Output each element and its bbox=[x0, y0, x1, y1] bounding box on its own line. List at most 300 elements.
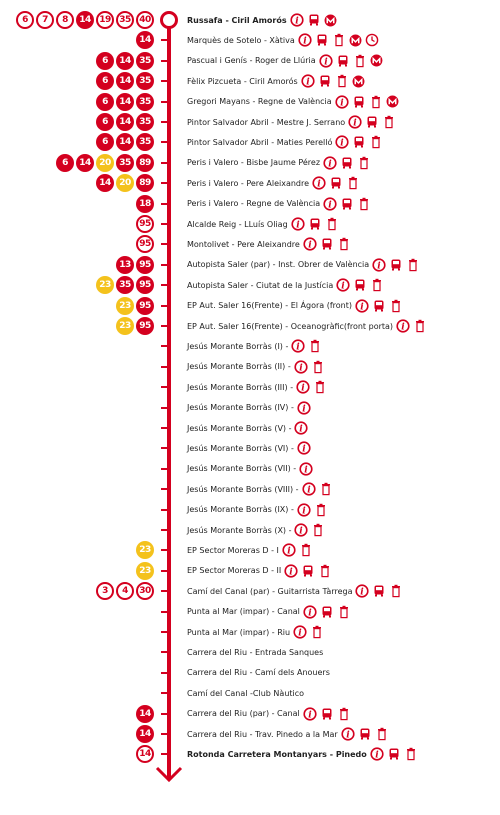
bus-icon bbox=[352, 95, 366, 109]
line-badge[interactable]: 14 bbox=[136, 725, 154, 743]
stop-name[interactable]: Camí del Canal (par) - Guitarrista Tàrrega bbox=[187, 586, 353, 596]
stop-label bbox=[187, 234, 354, 254]
info-icon[interactable] bbox=[323, 197, 337, 211]
line-badge[interactable]: 35 bbox=[136, 72, 154, 90]
stop-row bbox=[0, 418, 500, 438]
stop-tick bbox=[161, 325, 169, 327]
stop-name[interactable]: Carrera del Riu (par) - Canal bbox=[187, 709, 300, 719]
stop-name[interactable]: Jesús Morante Borràs (II) - bbox=[187, 362, 291, 372]
line-badge[interactable]: 3 bbox=[96, 582, 114, 600]
stop-label bbox=[187, 581, 406, 601]
line-badges bbox=[136, 31, 154, 49]
line-badges bbox=[96, 72, 154, 90]
svg-text:i: i bbox=[353, 118, 357, 129]
stop-tick bbox=[161, 182, 169, 184]
stop-name[interactable]: Jesús Morante Borràs (IV) - bbox=[187, 403, 294, 413]
stop-name[interactable]: Carrera del Riu - Camí dels Anouers bbox=[187, 668, 330, 678]
stop-name[interactable]: EP Aut. Saler 16(Frente) - El Ágora (front) bbox=[187, 301, 352, 311]
svg-text:i: i bbox=[401, 322, 405, 333]
line-badges bbox=[16, 11, 154, 29]
stop-tick bbox=[161, 203, 169, 205]
stop-tick bbox=[161, 264, 169, 266]
stop-tick bbox=[161, 590, 169, 592]
stop-label bbox=[187, 622, 327, 642]
bin-icon bbox=[311, 523, 325, 537]
line-badges bbox=[136, 235, 154, 253]
line-badge[interactable]: 14 bbox=[136, 31, 154, 49]
info-icon[interactable] bbox=[372, 258, 386, 272]
stop-row bbox=[0, 744, 500, 764]
info-icon[interactable] bbox=[396, 319, 410, 333]
line-badges bbox=[136, 562, 154, 580]
metro-icon bbox=[386, 95, 399, 108]
line-badge[interactable]: 14 bbox=[76, 154, 94, 172]
info-icon[interactable] bbox=[303, 605, 317, 619]
svg-text:i: i bbox=[377, 261, 381, 272]
svg-text:i: i bbox=[302, 404, 306, 415]
info-icon[interactable] bbox=[335, 95, 349, 109]
line-badge[interactable]: 6 bbox=[96, 72, 114, 90]
stop-name[interactable]: Jesús Morante Borràs (IX) - bbox=[187, 505, 294, 515]
stop-name[interactable]: EP Sector Moreras D - II bbox=[187, 566, 282, 576]
line-badge[interactable]: 95 bbox=[136, 215, 154, 233]
stop-tick bbox=[161, 162, 169, 164]
stop-name[interactable]: EP Sector Moreras D - I bbox=[187, 545, 279, 555]
stop-label bbox=[187, 459, 316, 479]
stop-label bbox=[187, 744, 421, 764]
info-icon[interactable] bbox=[298, 33, 312, 47]
bin-icon bbox=[406, 258, 420, 272]
line-badge[interactable]: 35 bbox=[136, 113, 154, 131]
bin-icon bbox=[404, 747, 418, 761]
bus-icon bbox=[329, 176, 343, 190]
stop-label bbox=[187, 153, 374, 173]
info-icon[interactable] bbox=[303, 237, 317, 251]
svg-text:i: i bbox=[360, 302, 364, 313]
line-badge[interactable]: 23 bbox=[96, 276, 114, 294]
line-badge[interactable]: 35 bbox=[136, 133, 154, 151]
stop-row bbox=[0, 602, 500, 622]
svg-text:i: i bbox=[308, 710, 312, 721]
info-icon[interactable] bbox=[370, 747, 384, 761]
info-icon[interactable] bbox=[290, 13, 304, 27]
stop-label bbox=[187, 724, 392, 744]
info-icon[interactable] bbox=[319, 54, 333, 68]
stop-tick bbox=[161, 366, 169, 368]
svg-text:i: i bbox=[308, 608, 312, 619]
line-badge[interactable]: 35 bbox=[136, 93, 154, 111]
bin-icon bbox=[346, 176, 360, 190]
stop-name[interactable]: Autopista Saler (par) - Inst. Obrer de València bbox=[187, 260, 370, 270]
stop-name[interactable]: Russafa - Ciril Amorós bbox=[187, 15, 287, 25]
info-icon[interactable] bbox=[323, 156, 337, 170]
svg-text:i: i bbox=[345, 730, 350, 741]
line-badge[interactable]: 6 bbox=[16, 11, 34, 29]
bus-icon bbox=[353, 278, 367, 292]
bus-icon bbox=[320, 237, 334, 251]
stop-row bbox=[0, 520, 500, 540]
info-icon[interactable] bbox=[355, 299, 369, 313]
info-icon[interactable] bbox=[348, 115, 362, 129]
bin-icon bbox=[382, 115, 396, 129]
metro-icon bbox=[349, 34, 362, 47]
stop-tick bbox=[161, 427, 169, 429]
line-badge[interactable]: 35 bbox=[116, 154, 134, 172]
line-badge[interactable]: 89 bbox=[136, 154, 154, 172]
line-badge[interactable]: 14 bbox=[116, 113, 134, 131]
stop-label bbox=[187, 540, 316, 560]
stop-row bbox=[0, 30, 500, 50]
info-icon[interactable] bbox=[294, 523, 308, 537]
line-badge[interactable]: 35 bbox=[116, 276, 134, 294]
stop-row bbox=[0, 71, 500, 91]
svg-text:i: i bbox=[295, 220, 300, 231]
bus-icon bbox=[358, 727, 372, 741]
info-icon[interactable] bbox=[291, 217, 305, 231]
line-badge[interactable]: 95 bbox=[136, 276, 154, 294]
info-icon[interactable] bbox=[293, 625, 307, 639]
stop-tick bbox=[161, 305, 169, 307]
stop-label bbox=[187, 357, 328, 377]
line-badge[interactable]: 14 bbox=[116, 52, 134, 70]
stop-row bbox=[0, 234, 500, 254]
info-icon[interactable] bbox=[341, 727, 355, 741]
stop-name[interactable]: Jesús Morante Borràs (X) - bbox=[187, 525, 292, 535]
stop-row bbox=[0, 194, 500, 214]
info-icon[interactable] bbox=[303, 707, 317, 721]
stop-name[interactable]: Jesús Morante Borràs (V) - bbox=[187, 423, 292, 433]
stop-label bbox=[187, 214, 342, 234]
line-badge[interactable]: 23 bbox=[136, 562, 154, 580]
stop-tick bbox=[161, 141, 169, 143]
bin-icon bbox=[313, 380, 327, 394]
bus-icon bbox=[365, 115, 379, 129]
stop-row bbox=[0, 500, 500, 520]
line-badges bbox=[96, 582, 154, 600]
stop-name[interactable]: Jesús Morante Borràs (VII) - bbox=[187, 464, 297, 474]
stop-name[interactable]: Marquès de Sotelo - Xàtiva bbox=[187, 35, 295, 45]
stop-row bbox=[0, 683, 500, 703]
info-icon[interactable] bbox=[284, 564, 298, 578]
svg-text:i: i bbox=[317, 179, 321, 190]
bus-icon bbox=[340, 156, 354, 170]
stop-tick bbox=[161, 672, 169, 674]
bin-icon bbox=[375, 727, 389, 741]
stop-tick bbox=[161, 509, 169, 511]
bus-icon bbox=[320, 707, 334, 721]
stop-tick bbox=[161, 243, 169, 245]
svg-text:i: i bbox=[308, 240, 312, 251]
bin-icon bbox=[311, 360, 325, 374]
line-badge[interactable]: 14 bbox=[76, 11, 94, 29]
info-icon[interactable] bbox=[299, 462, 313, 476]
svg-text:i: i bbox=[289, 567, 293, 578]
stop-row bbox=[0, 112, 500, 132]
bin-icon bbox=[369, 95, 383, 109]
line-badge[interactable]: 95 bbox=[136, 317, 154, 335]
stop-tick bbox=[161, 447, 169, 449]
line-badges bbox=[116, 297, 154, 315]
stop-tick bbox=[161, 101, 169, 103]
line-badges bbox=[96, 276, 154, 294]
bin-icon bbox=[369, 135, 383, 149]
line-badge[interactable]: 4 bbox=[116, 582, 134, 600]
svg-text:i: i bbox=[339, 98, 344, 109]
stop-name[interactable]: Autopista Saler - Ciutat de la Justícia bbox=[187, 280, 334, 290]
bin-icon bbox=[310, 625, 324, 639]
stop-tick bbox=[161, 753, 169, 755]
line-badge[interactable]: 6 bbox=[96, 133, 114, 151]
stop-row bbox=[0, 622, 500, 642]
stop-label bbox=[187, 30, 382, 50]
stop-label bbox=[187, 520, 328, 540]
stop-name[interactable]: Pascual i Genís - Roger de Llúria bbox=[187, 56, 316, 66]
bus-icon bbox=[372, 299, 386, 313]
stop-label bbox=[187, 398, 314, 418]
bus-icon bbox=[389, 258, 403, 272]
svg-text:i: i bbox=[328, 200, 332, 211]
metro-icon bbox=[352, 75, 365, 88]
stop-tick bbox=[161, 733, 169, 735]
stop-label bbox=[187, 194, 374, 214]
line-badge[interactable]: 14 bbox=[96, 174, 114, 192]
line-badge[interactable]: 13 bbox=[116, 256, 134, 274]
stop-name[interactable]: Gregori Mayans - Regne de València bbox=[187, 97, 332, 107]
line-badge[interactable]: 6 bbox=[96, 52, 114, 70]
line-badge[interactable]: 6 bbox=[96, 113, 114, 131]
info-icon[interactable] bbox=[336, 278, 350, 292]
line-badge[interactable]: 20 bbox=[116, 174, 134, 192]
svg-text:i: i bbox=[302, 444, 306, 455]
stop-tick bbox=[161, 39, 169, 41]
bus-icon bbox=[308, 217, 322, 231]
stop-label bbox=[187, 438, 314, 458]
line-badge[interactable]: 23 bbox=[116, 297, 134, 315]
line-badge[interactable]: 14 bbox=[116, 72, 134, 90]
stop-row bbox=[0, 316, 500, 336]
line-badge[interactable]: 18 bbox=[136, 195, 154, 213]
stop-row bbox=[0, 173, 500, 193]
stop-name[interactable]: Carrera del Riu - Trav. Pinedo a la Mar bbox=[187, 729, 338, 739]
stop-name[interactable]: Montolivet - Pere Aleixandre bbox=[187, 239, 300, 249]
stop-row bbox=[0, 540, 500, 560]
stop-name[interactable]: Camí del Canal -Club Nàutico bbox=[187, 688, 305, 698]
stop-row bbox=[0, 296, 500, 316]
stop-tick bbox=[161, 80, 169, 82]
svg-text:i: i bbox=[340, 138, 345, 149]
stop-label bbox=[187, 71, 368, 91]
line-badges bbox=[116, 317, 154, 335]
stop-row bbox=[0, 92, 500, 112]
line-badges bbox=[96, 113, 154, 131]
route-end-arrow bbox=[154, 764, 184, 784]
info-icon[interactable] bbox=[335, 135, 349, 149]
line-badges bbox=[136, 195, 154, 213]
svg-text:i: i bbox=[294, 16, 299, 27]
stop-tick bbox=[161, 529, 169, 531]
line-badge[interactable]: 95 bbox=[136, 297, 154, 315]
line-badge[interactable]: 7 bbox=[36, 11, 54, 29]
stop-row bbox=[0, 214, 500, 234]
info-icon[interactable] bbox=[297, 441, 311, 455]
stop-row bbox=[0, 132, 500, 152]
line-badge[interactable]: 95 bbox=[136, 235, 154, 253]
stop-name[interactable]: Peris i Valero - Bisbe Jaume Pérez bbox=[187, 158, 321, 168]
line-badge[interactable]: 30 bbox=[136, 582, 154, 600]
line-badge[interactable]: 35 bbox=[136, 52, 154, 70]
bin-icon bbox=[357, 156, 371, 170]
stop-name[interactable]: Pintor Salvador Abril - Mestre J. Serrano bbox=[187, 117, 346, 127]
stop-tick bbox=[161, 468, 169, 470]
line-badges bbox=[96, 174, 154, 192]
stop-tick bbox=[161, 549, 169, 551]
stop-name[interactable]: Jesús Morante Borràs (I) - bbox=[187, 341, 289, 351]
stop-label bbox=[187, 663, 333, 683]
stop-row bbox=[0, 275, 500, 295]
info-icon[interactable] bbox=[294, 421, 308, 435]
stop-label bbox=[187, 51, 386, 71]
stop-label bbox=[187, 316, 430, 336]
svg-text:i: i bbox=[302, 506, 306, 517]
stop-name[interactable]: EP Aut. Saler 16(Frente) - Oceanogràfic(front porta) bbox=[187, 321, 394, 331]
stop-row bbox=[0, 336, 500, 356]
line-badge[interactable]: 95 bbox=[136, 256, 154, 274]
svg-text:i: i bbox=[299, 363, 303, 374]
bus-icon bbox=[301, 564, 315, 578]
stop-row bbox=[0, 724, 500, 744]
stop-tick bbox=[161, 386, 169, 388]
stop-row bbox=[0, 663, 500, 683]
line-badges bbox=[96, 133, 154, 151]
stop-label bbox=[187, 296, 406, 316]
info-icon[interactable] bbox=[312, 176, 326, 190]
stop-row bbox=[0, 581, 500, 601]
stop-name[interactable]: Carrera del Riu - Entrada Sanques bbox=[187, 647, 324, 657]
line-badge[interactable]: 19 bbox=[96, 11, 114, 29]
stop-row bbox=[0, 51, 500, 71]
bus-icon bbox=[372, 584, 386, 598]
info-icon[interactable] bbox=[297, 503, 311, 517]
stop-tick bbox=[161, 284, 169, 286]
line-badges bbox=[136, 215, 154, 233]
stop-label bbox=[187, 500, 331, 520]
bus-icon bbox=[340, 197, 354, 211]
stop-name[interactable]: Jesús Morante Borràs (VIII) - bbox=[187, 484, 299, 494]
line-badges bbox=[96, 93, 154, 111]
svg-text:i: i bbox=[306, 485, 311, 496]
info-icon[interactable] bbox=[302, 482, 316, 496]
info-icon[interactable] bbox=[301, 74, 315, 88]
stop-label bbox=[187, 377, 330, 397]
line-badges bbox=[56, 154, 154, 172]
info-icon[interactable] bbox=[297, 401, 311, 415]
bin-icon bbox=[332, 33, 346, 47]
metro-icon bbox=[324, 14, 337, 27]
bin-icon bbox=[335, 74, 349, 88]
line-badge[interactable]: 20 bbox=[96, 154, 114, 172]
line-badge[interactable]: 14 bbox=[136, 705, 154, 723]
stop-name[interactable]: Peris i Valero - Regne de València bbox=[187, 199, 321, 209]
svg-text:i: i bbox=[360, 587, 365, 598]
svg-text:i: i bbox=[341, 281, 346, 292]
stop-label bbox=[187, 255, 423, 275]
stop-name[interactable]: Fèlix Pizcueta - Ciril Amorós bbox=[187, 76, 298, 86]
stop-label bbox=[187, 479, 336, 499]
bin-icon bbox=[318, 564, 332, 578]
line-badge[interactable]: 35 bbox=[116, 11, 134, 29]
bin-icon bbox=[319, 482, 333, 496]
stop-row bbox=[0, 704, 500, 724]
stop-label bbox=[187, 602, 354, 622]
stop-row bbox=[0, 459, 500, 479]
stop-row bbox=[0, 398, 500, 418]
stop-label bbox=[187, 112, 399, 132]
svg-text:i: i bbox=[298, 628, 302, 639]
info-icon[interactable] bbox=[294, 360, 308, 374]
stop-row bbox=[0, 153, 500, 173]
line-badges bbox=[136, 725, 154, 743]
stop-tick bbox=[161, 570, 169, 572]
svg-text:i: i bbox=[296, 342, 301, 353]
line-badge[interactable]: 23 bbox=[116, 317, 134, 335]
stop-name[interactable]: Jesús Morante Borràs (III) - bbox=[187, 382, 294, 392]
line-badge[interactable]: 14 bbox=[116, 133, 134, 151]
stop-name[interactable]: Punta al Mar (impar) - Canal bbox=[187, 607, 300, 617]
line-badge[interactable]: 14 bbox=[136, 745, 154, 763]
svg-text:i: i bbox=[323, 57, 328, 68]
line-badge[interactable]: 40 bbox=[136, 11, 154, 29]
stop-tick bbox=[161, 692, 169, 694]
bin-icon bbox=[337, 707, 351, 721]
line-badge[interactable]: 14 bbox=[116, 93, 134, 111]
line-badges bbox=[96, 52, 154, 70]
stop-tick bbox=[161, 713, 169, 715]
bus-icon bbox=[336, 54, 350, 68]
line-badge[interactable]: 6 bbox=[96, 93, 114, 111]
stop-tick bbox=[161, 488, 169, 490]
stop-label bbox=[187, 642, 326, 662]
info-icon[interactable] bbox=[291, 339, 305, 353]
info-icon[interactable] bbox=[296, 380, 310, 394]
stop-name[interactable]: Pintor Salvador Abril - Maties Perelló bbox=[187, 137, 333, 147]
svg-text:i: i bbox=[303, 36, 307, 47]
stop-name[interactable]: Alcalde Reig - LLuís Oliag bbox=[187, 219, 288, 229]
svg-text:i: i bbox=[305, 77, 310, 88]
svg-text:i: i bbox=[301, 383, 305, 394]
stop-label bbox=[187, 275, 387, 295]
bus-icon bbox=[315, 33, 329, 47]
stop-tick bbox=[161, 60, 169, 62]
line-badge[interactable]: 6 bbox=[56, 154, 74, 172]
stop-label bbox=[187, 336, 325, 356]
stop-row bbox=[0, 479, 500, 499]
info-icon[interactable] bbox=[355, 584, 369, 598]
line-badge[interactable]: 23 bbox=[136, 541, 154, 559]
line-badge[interactable]: 89 bbox=[136, 174, 154, 192]
stop-name[interactable]: Rotonda Carretera Montanyars - Pinedo bbox=[187, 749, 367, 759]
line-badge[interactable]: 8 bbox=[56, 11, 74, 29]
metro-icon bbox=[370, 54, 383, 67]
stop-row bbox=[0, 438, 500, 458]
bin-icon bbox=[370, 278, 384, 292]
stop-name[interactable]: Jesús Morante Borràs (VI) - bbox=[187, 443, 294, 453]
info-icon[interactable] bbox=[282, 543, 296, 557]
stop-name[interactable]: Peris i Valero - Pere Aleixandre bbox=[187, 178, 310, 188]
stop-name[interactable]: Punta al Mar (impar) - Riu bbox=[187, 627, 291, 637]
stop-tick bbox=[161, 407, 169, 409]
line-badges bbox=[116, 256, 154, 274]
bin-icon bbox=[337, 237, 351, 251]
